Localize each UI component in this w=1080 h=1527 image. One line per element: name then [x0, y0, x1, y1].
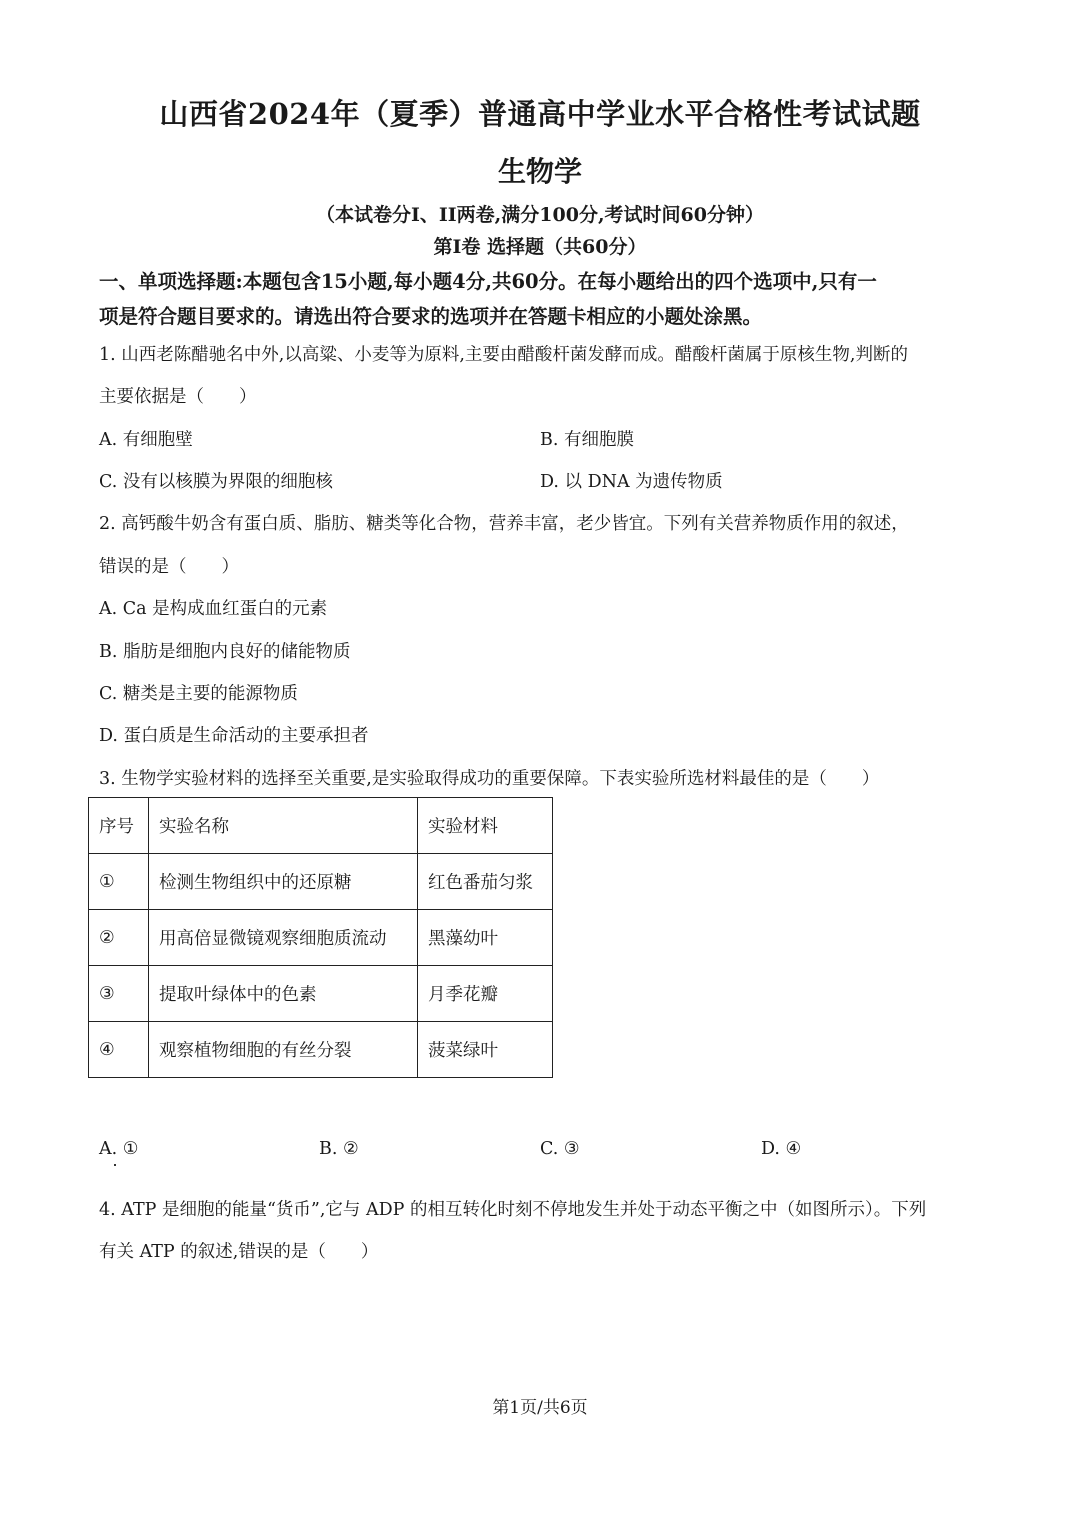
q1-option-a: A. 有细胞壁	[99, 430, 193, 450]
instructions-line-2: 项是符合题目要求的。请选出符合要求的选项并在答题卡相应的小题处涂黑。	[99, 305, 763, 328]
table-cell: ④	[89, 1022, 149, 1078]
section-heading: 第Ⅰ卷 选择题（共60分）	[433, 236, 647, 258]
page-number: 第1页/共6页	[492, 1398, 588, 1418]
table-row	[89, 910, 553, 966]
q2-option-a: A. Ca 是构成血红蛋白的元素	[99, 599, 328, 619]
q2-option-c: C. 糖类是主要的能源物质	[99, 684, 298, 704]
q2-stem-line-1: 2. 高钙酸牛奶含有蛋白质、脂肪、糖类等化合物，营养丰富，老少皆宜。下列有关营养物质作用的叙述，	[99, 514, 909, 534]
q1-stem-line-1: 1. 山西老陈醋驰名中外,以高粱、小麦等为原料,主要由醋酸杆菌发酵而成。醋酸杆菌属于原核生物,判断的	[99, 345, 908, 365]
q1-option-b: B. 有细胞膜	[540, 430, 634, 450]
q3-option-c: C. ③	[540, 1139, 580, 1159]
stray-dot	[114, 1164, 116, 1166]
table-header-cell: 实验名称	[149, 798, 418, 854]
table-row	[89, 854, 553, 910]
table-cell: 月季花瓣	[418, 966, 553, 1022]
table-cell: 提取叶绿体中的色素	[149, 966, 418, 1022]
q2-stem-line-2: 错误的是（ ）	[99, 557, 239, 577]
table-row	[89, 966, 553, 1022]
table-cell: 黑藻幼叶	[418, 910, 553, 966]
table-header-cell: 实验材料	[418, 798, 553, 854]
q3-option-b: B. ②	[319, 1139, 359, 1159]
q1-option-d: D. 以 DNA 为遗传物质	[540, 472, 723, 492]
table-cell: ③	[89, 966, 149, 1022]
q4-stem-line-2: 有关 ATP 的叙述,错误的是（ ）	[99, 1242, 379, 1262]
table-cell: 观察植物细胞的有丝分裂	[149, 1022, 418, 1078]
table-row	[89, 1022, 553, 1078]
q3-option-a: A. ①	[99, 1139, 139, 1159]
table-cell: ①	[89, 854, 149, 910]
table-cell: 检测生物组织中的还原糖	[149, 854, 418, 910]
q3-stem: 3. 生物学实验材料的选择至关重要,是实验取得成功的重要保障。下表实验所选材料最佳的是（ ）	[99, 769, 880, 789]
table-cell: ②	[89, 910, 149, 966]
table-cell: 红色番茄匀浆	[418, 854, 553, 910]
q1-option-c: C. 没有以核膜为界限的细胞核	[99, 472, 333, 492]
instructions-line-1: 一、单项选择题:本题包含15小题,每小题4分,共60分。在每小题给出的四个选项中,只有一	[99, 270, 877, 293]
exam-title: 山西省2024年（夏季）普通高中学业水平合格性考试试题	[159, 97, 921, 131]
table-header-cell: 序号	[89, 798, 149, 854]
exam-note: （本试卷分I、II两卷,满分100分,考试时间60分钟）	[316, 204, 764, 226]
table-cell: 用高倍显微镜观察细胞质流动	[149, 910, 418, 966]
table-cell: 菠菜绿叶	[418, 1022, 553, 1078]
q2-option-d: D. 蛋白质是生命活动的主要承担者	[99, 726, 369, 746]
q1-stem-line-2: 主要依据是（ ）	[99, 387, 257, 407]
q4-stem-line-1: 4. ATP 是细胞的能量“货币”,它与 ADP 的相互转化时刻不停地发生并处于动态平衡之中（如图所示）。下列	[99, 1200, 927, 1220]
q3-option-d: D. ④	[761, 1139, 802, 1159]
q2-option-b: B. 脂肪是细胞内良好的储能物质	[99, 642, 351, 662]
subject-title: 生物学	[497, 155, 582, 188]
table-header-row	[89, 798, 553, 854]
experiment-table	[88, 797, 553, 1078]
